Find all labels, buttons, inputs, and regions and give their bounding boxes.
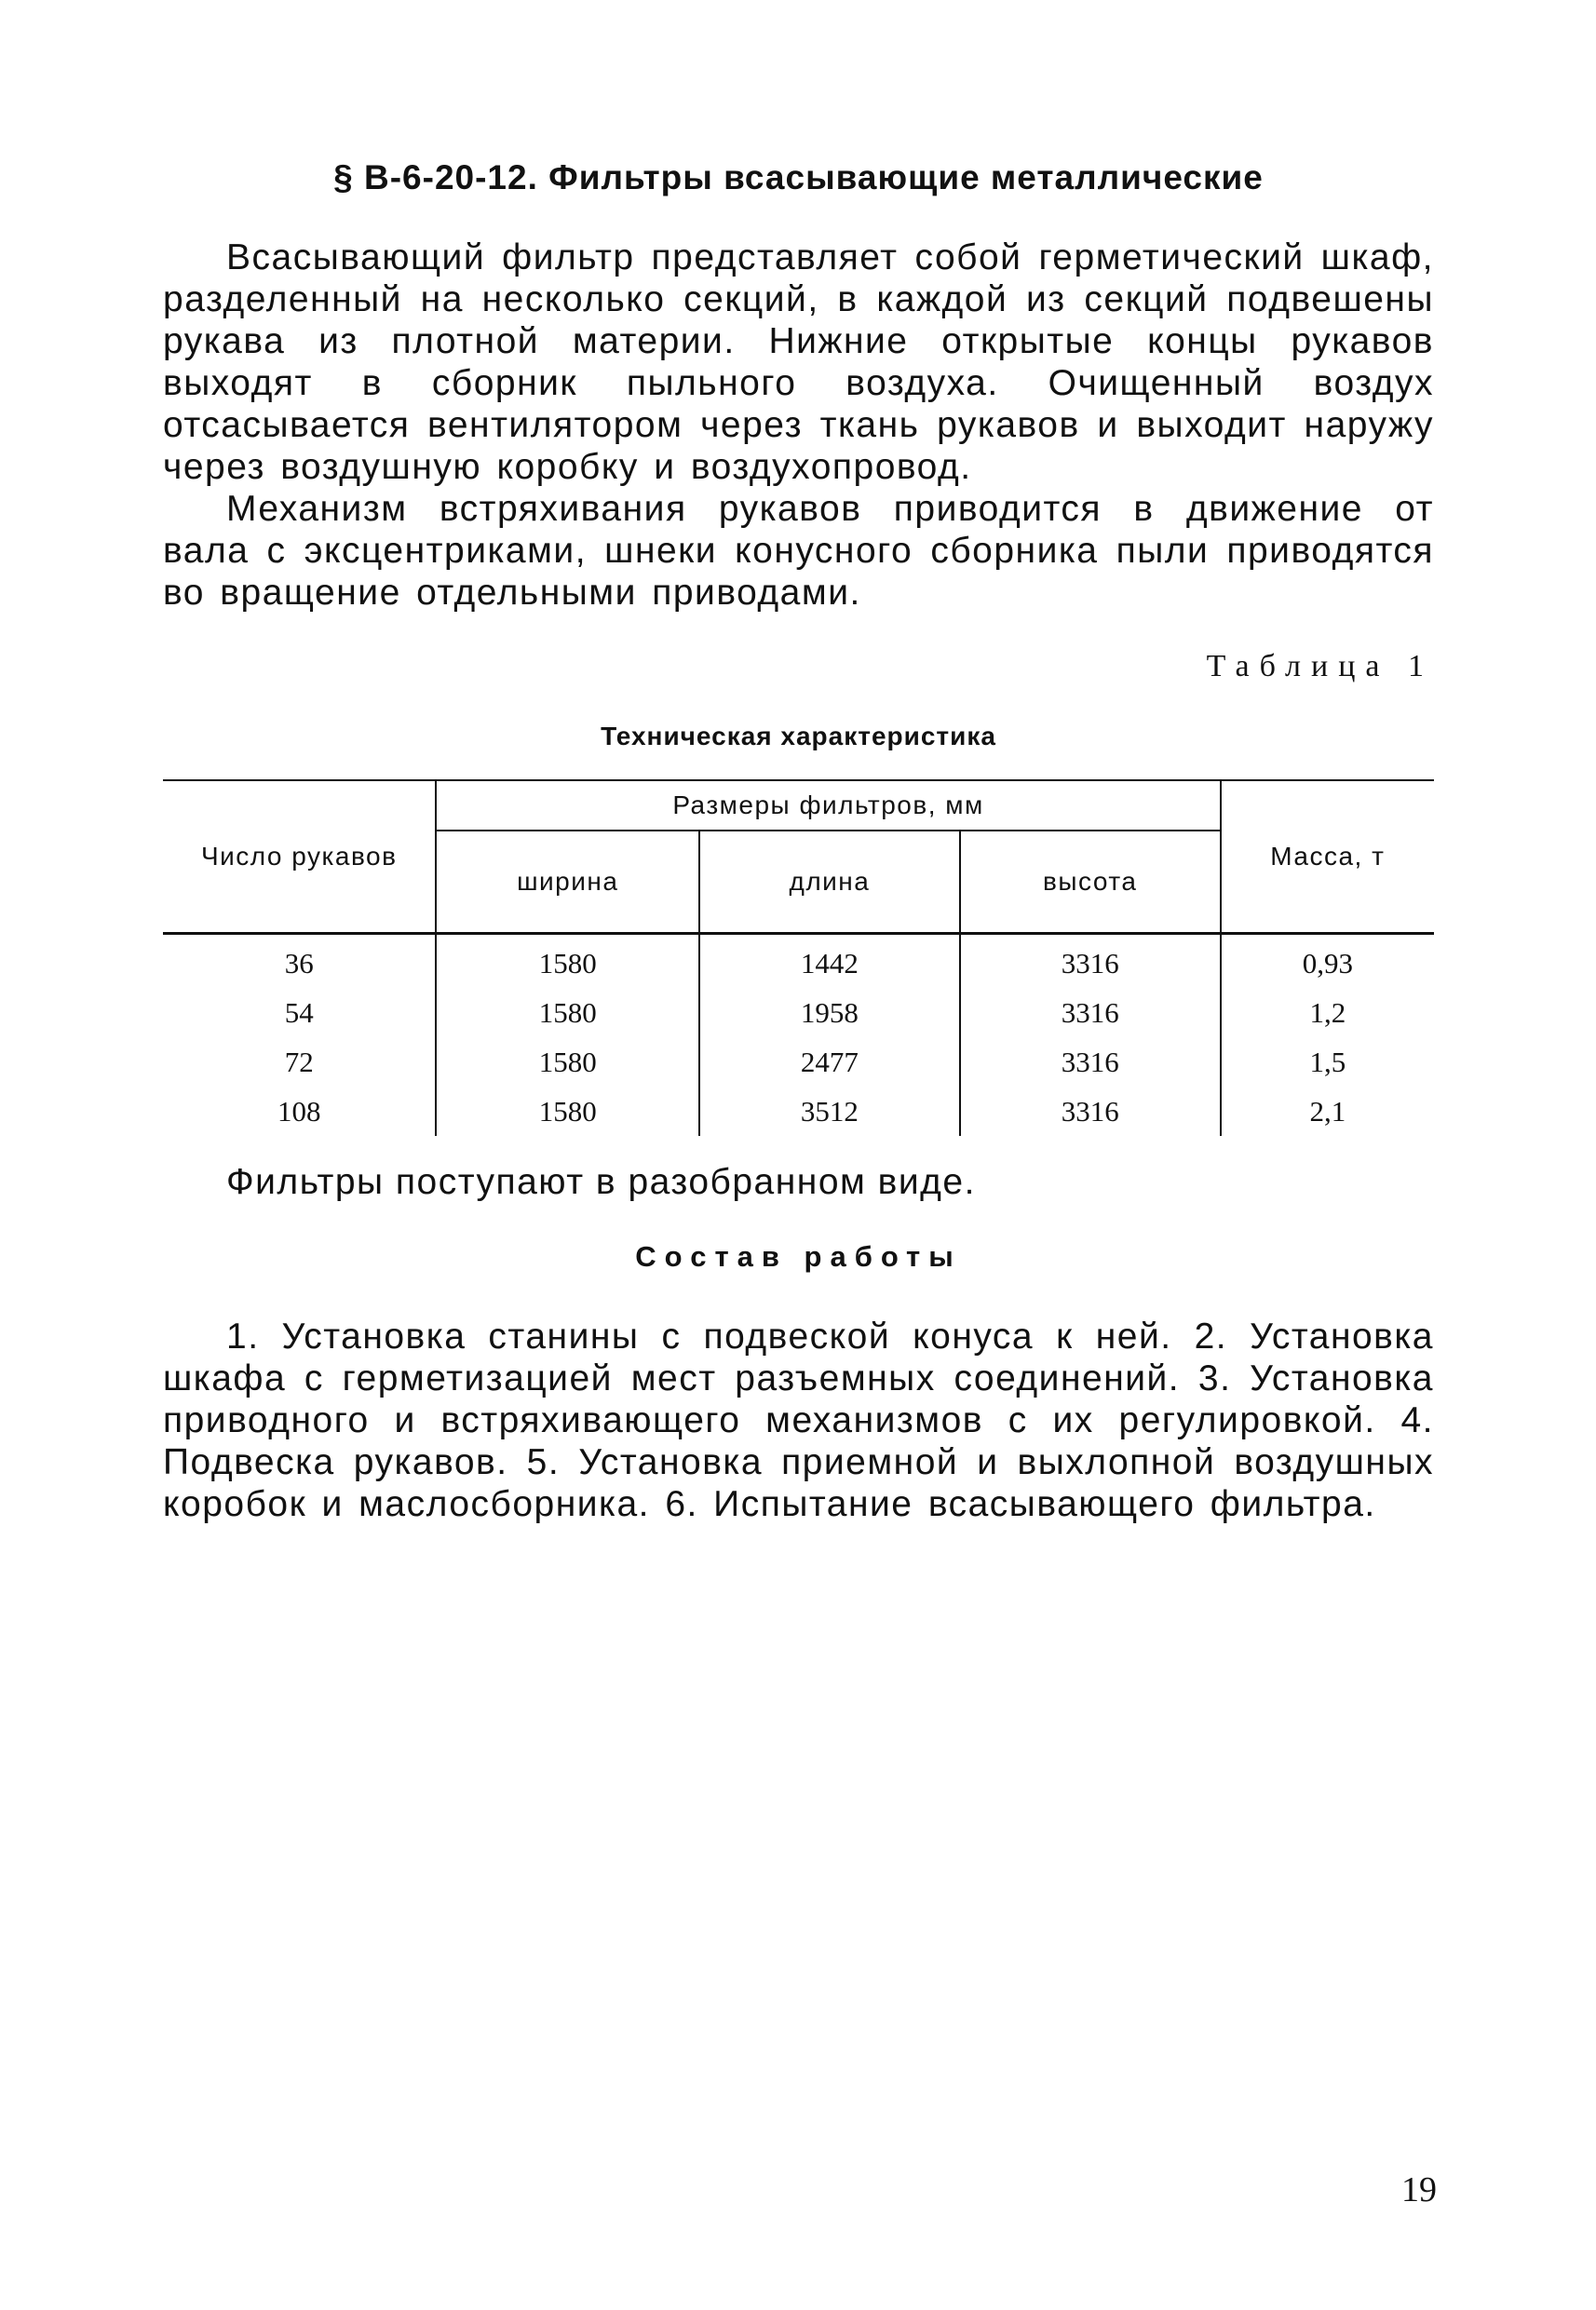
cell-mass: 1,2 [1221,988,1434,1037]
cell-sleeves: 54 [284,995,314,1029]
cell-sleeves: 72 [284,1045,314,1078]
cell-length: 1442 [699,934,960,989]
table-row [163,1087,1434,1136]
header-height: высота [960,831,1221,934]
cell-width: 1580 [436,988,699,1037]
cell-sleeves: 108 [277,1094,321,1128]
cell-width: 1580 [436,1087,699,1136]
cell-height: 3316 [960,934,1221,989]
header-sizes-group: Размеры фильтров, мм [436,780,1220,831]
work-composition-title: Состав работы [635,1240,962,1273]
page-number: 19 [1401,2170,1437,2209]
header-length: длина [699,831,960,934]
cell-height: 3316 [960,1087,1221,1136]
cell-width: 1580 [436,1037,699,1087]
header-width: ширина [436,831,699,934]
table-label: Таблица 1 [1206,649,1434,683]
cell-height: 3316 [960,988,1221,1037]
cell-length: 2477 [699,1037,960,1087]
table-title: Техническая характеристика [601,722,996,750]
table-row [163,1037,1434,1087]
delivery-note: Фильтры поступают в разобранном виде. [226,1162,976,1202]
page-content [163,158,1434,1525]
cell-sleeves: 36 [284,946,314,979]
header-sleeves: Число рукавов [163,780,436,934]
cell-mass: 2,1 [1221,1087,1434,1136]
paragraph-description: Всасывающий фильтр представляет собой герметический шкаф, разделенный на несколько секций, в каждой из секций подвешены рукава из плотной материи. Нижние открытые концы рукавов выходят в сборник пыльного воздуха. Очищенный воздух отсасывается вентилятором через ткань рукавов и выходит наружу через воздушную коробку и воздухопровод. [163,237,1434,487]
section-title: § В-6-20-12. Фильтры всасывающие металлические [333,158,1264,196]
paragraph-mechanism: Механизм встряхивания рукавов приводится в движение от вала с эксцентриками, шнеки конусного сборника пыли приводятся во вращение отдельными приводами. [163,489,1434,613]
cell-mass: 0,93 [1221,934,1434,989]
cell-mass: 1,5 [1221,1037,1434,1087]
cell-length: 3512 [699,1087,960,1136]
cell-height: 3316 [960,1037,1221,1087]
work-composition-text: 1. Установка станины с подвеской конуса к ней. 2. Установка шкафа с герметизацией мест разъемных соединений. 3. Установка приводного и встряхивающего механизмов с их регулировкой. 4. Подвеска рукавов. 5. Установка приемной и выхлопной воздушных коробок и маслосборника. 6. Испытание всасывающего фильтра. [163,1317,1434,1524]
table-row [163,934,1434,989]
spec-table [163,779,1434,1136]
cell-length: 1958 [699,988,960,1037]
table-row [163,988,1434,1037]
header-mass: Масса, т [1221,780,1434,934]
cell-width: 1580 [436,934,699,989]
